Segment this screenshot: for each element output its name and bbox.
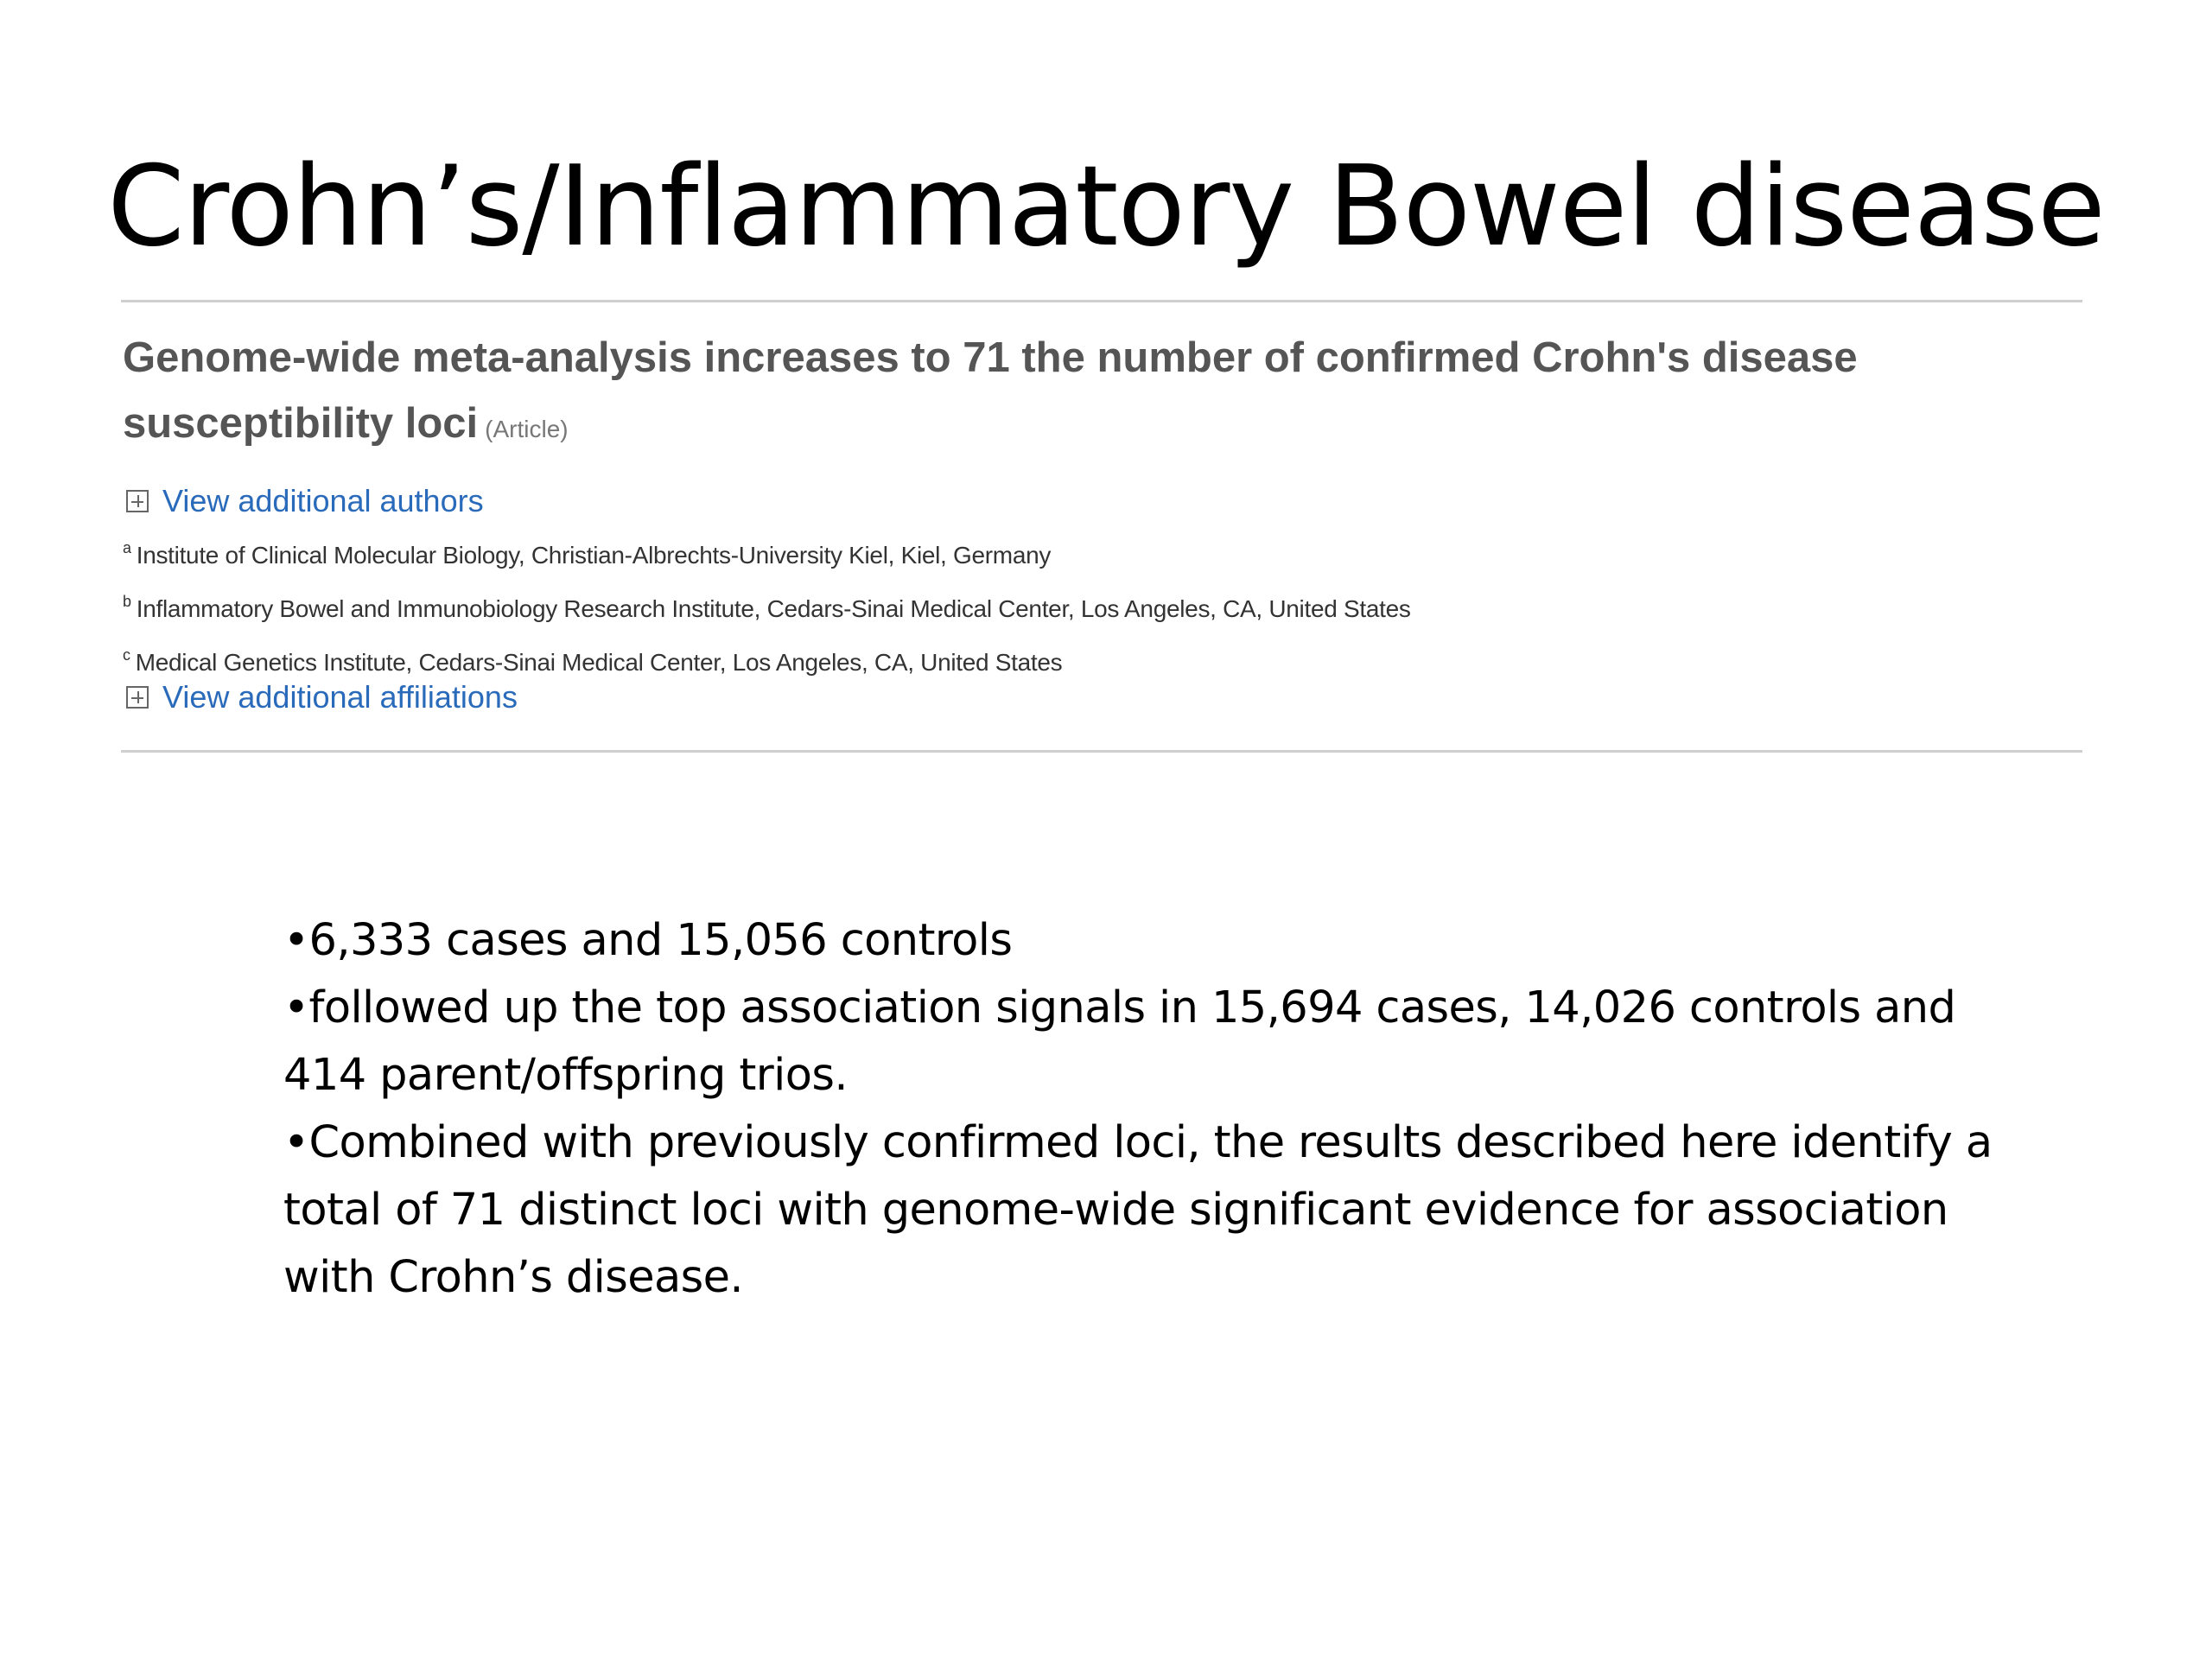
article-title (123, 325, 2058, 462)
bullet-list (283, 907, 2012, 1312)
article-screenshot (121, 294, 2082, 786)
bullet-item: •6,333 cases and 15,056 controls (283, 915, 1013, 966)
affiliation-a (123, 539, 1051, 569)
article-title-text[interactable]: Genome-wide meta-analysis increases to 71 the number of confirmed Crohn's disease susceptibility loci (123, 334, 1858, 447)
expand-plus-icon[interactable] (126, 490, 149, 512)
affiliation-text: Medical Genetics Institute, Cedars-Sinai Medical Center, Los Angeles, CA, United States (135, 649, 1063, 676)
article-type-badge: (Article) (485, 416, 569, 442)
affiliation-marker: a (123, 539, 131, 556)
expand-plus-icon[interactable] (126, 686, 149, 709)
affiliation-marker: c (123, 646, 130, 664)
view-additional-authors-row[interactable] (126, 481, 484, 521)
view-additional-authors-link[interactable]: View additional authors (162, 483, 484, 518)
view-additional-affiliations-row[interactable] (126, 677, 518, 717)
affiliation-b (123, 593, 1411, 623)
view-additional-affiliations-link[interactable]: View additional affiliations (162, 679, 518, 715)
affiliation-text: Inflammatory Bowel and Immunobiology Research Institute, Cedars-Sinai Medical Center, Los Angeles, CA, United States (136, 595, 1411, 622)
bullet-item: •Combined with previously confirmed loci, the results described here identify a total of 71 distinct loci with genome-wide significant evidence for association with Crohn’s disease. (283, 1117, 1993, 1303)
affiliation-c (123, 646, 1062, 677)
affiliation-text: Institute of Clinical Molecular Biology, Christian-Albrechts-University Kiel, Kiel, Germany (136, 542, 1052, 569)
divider (121, 300, 2082, 302)
affiliation-marker: b (123, 593, 131, 610)
divider (121, 750, 2082, 753)
bullet-item: •followed up the top association signals in 15,694 cases, 14,026 controls and 414 parent/offspring trios. (283, 982, 1956, 1101)
slide-title: Crohn’s/Inflammatory Bowel disease (107, 143, 2105, 271)
